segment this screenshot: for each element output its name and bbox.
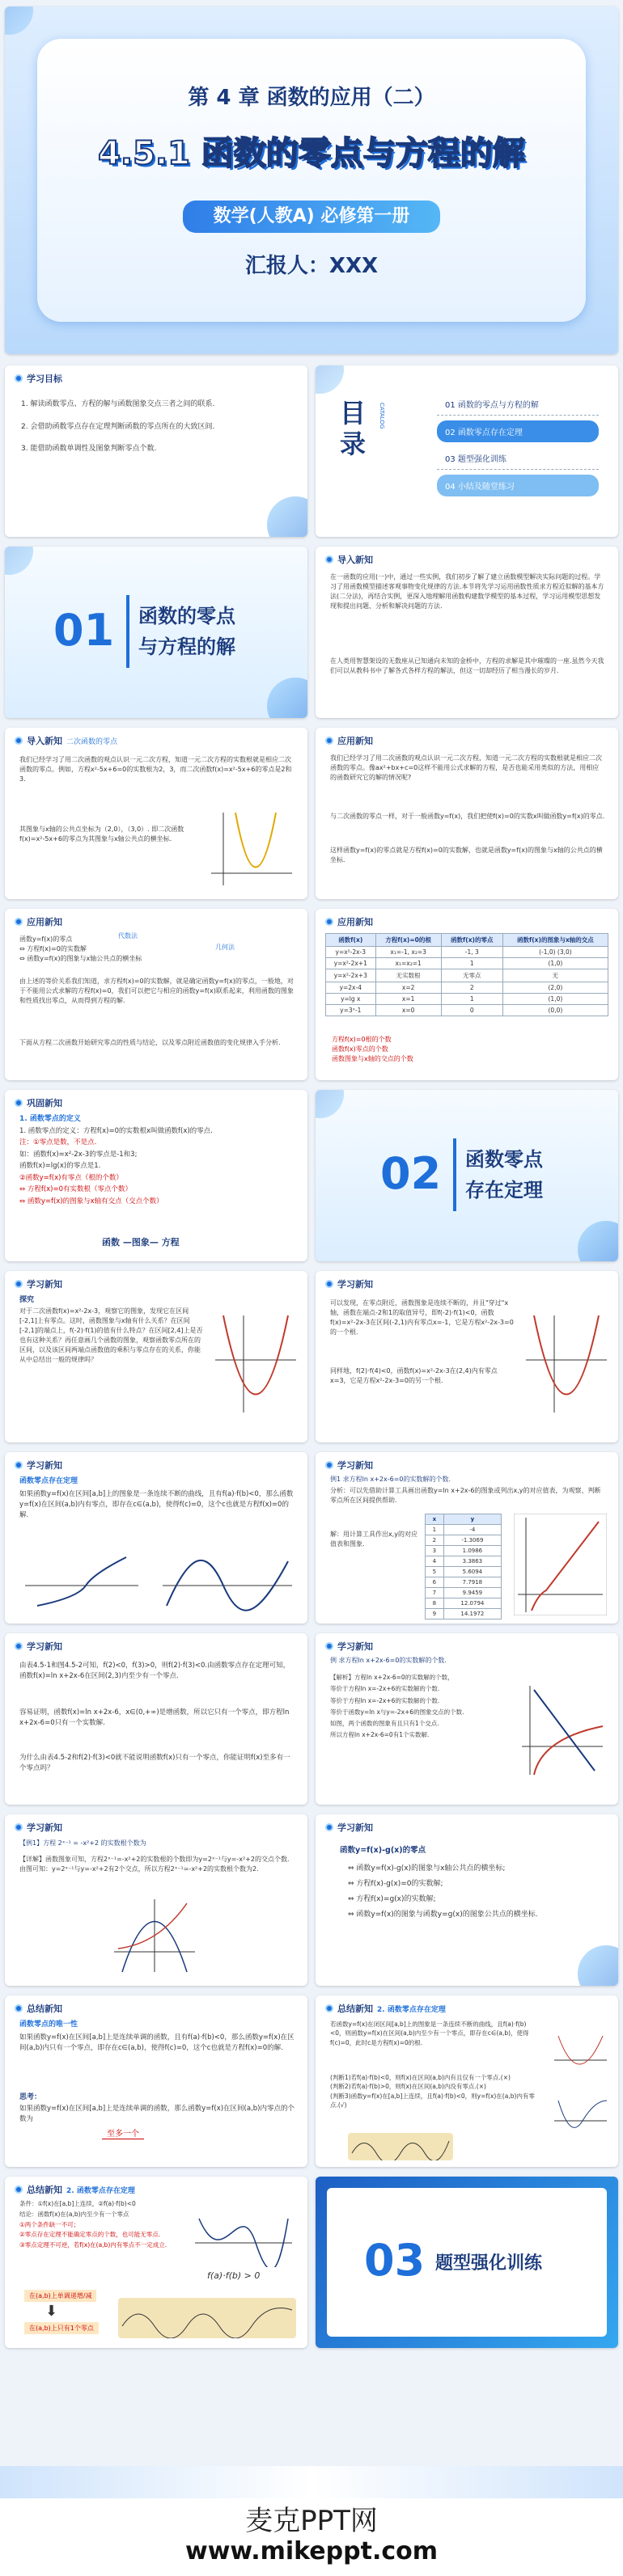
judge-item: (判断3)函数y=f(x)在[a,b]上连续，且f(a)·f(b)<0，则y=f(x)在(a,b)内有零点.(√) [330,2092,535,2109]
down-arrow-icon: ⬇ [45,2303,58,2320]
table-row: 1 -4 [426,1525,502,1535]
box2: 在(a,b)上只有1个零点 [24,2322,99,2334]
bullet-icon [15,374,23,382]
intro-text: 在一函数的应用(一)中，通过一些实例，我们初步了解了建立函数模型解决实际问题的过程。学习了用函数模型描述客观事物变化规律的方法.本节将先学习运用函数性质求方程近似解的基本方法(二分法)，再结合实例，更深入地理解用函数构建数学模型的基本过程，学习运用模型思想发现和提出问题、分析和解决问题的方法. [330,573,604,610]
equiv-item: ⇔ 函数y=f(x)的图象与函数y=g(x)的图象公共点的横坐标. [348,1910,538,1919]
slide-example-exp [5,1814,307,1986]
parabola-curve [235,813,276,868]
slide-section-02 [316,1090,618,1261]
sub-title: 函数y=f(x)-g(x)的零点 [340,1846,426,1855]
equiv-item: ⇔ 函数y=f(x)-g(x)的图象与x轴公共点的横坐标; [348,1864,506,1873]
slide-explore [5,1271,307,1442]
slide-section-01 [5,547,307,718]
example-question: 例1 求方程ln x+2x-6=0的实数解的个数. [330,1476,451,1483]
bullet-icon [15,1461,23,1469]
goals-list [21,399,288,455]
table-row: 4 3.3863 [426,1556,502,1567]
exp-curve [118,1903,187,1949]
header: 应用新知 [325,734,373,747]
graph-strip [118,2298,296,2338]
slide-theorem-summary [316,1995,618,2167]
bullet-icon [325,555,333,564]
text: 我们已经学习了用二次函数的观点认识一元二次方程，知道一元二次方程的实数根就是相应二次函数的零点。像ax²+bx+c=0这样不能用公式求解的方程，是否也能采用类似的方法，用相应的函数研究它的解的情况呢? [330,754,602,781]
exp-graph [110,1895,199,1976]
header: 导入新知 二次函数的零点 [15,734,117,747]
bullet-icon [325,1642,333,1650]
curve [37,1557,126,1606]
text3: 这样函数y=f(x)的零点就是方程f(x)=0的实数解，也就是函数y=f(x)的图象与x轴的公共点的横坐标. [330,847,603,864]
section-title: 题型强化训练 [435,2253,543,2274]
header: 导入新知 [325,553,373,566]
note-line: ①两个条件缺一不可； [19,2220,80,2228]
bullet-icon [15,1280,23,1288]
slide-example1 [316,1452,618,1624]
line: 等价于方程ln x=-2x+6的实数解的个数. [330,1696,440,1704]
lesson-title: 4.5.1 函数的零点与方程的解 [98,135,525,172]
section-number: 03 [364,2235,426,2286]
note-line: ②零点存在定理不能确定零点的个数，也可能无零点. [19,2231,161,2239]
section-title-line2: 存在定理 [465,1179,543,1201]
text2: 与二次函数的零点一样，对于一般函数y=f(x)，我们把使f(x)=0的实数x叫做函数y=f(x)的零点. [330,813,605,820]
table-row: 9 14.1972 [426,1609,502,1620]
formula: f(a)·f(b) > 0 [207,2270,261,2281]
chapter-title: 第 4 章 函数的应用（二） [188,86,435,110]
text: 对于二次函数f(x)=x²-2x-3，观察它的图象，发现它在区间[-2,1]上有零点。这时，函数图象与x轴有什么关系？在区间[-2,1]的端点上，f(-2)·f(1)的值有什么特点？在区间[2,4]上是否也有这种关系？再任意画几个函数的图象，观察函数零点所在的区间，以及该区间两端点函数值的乘积与零点存在的关系，你能从中总结出一般的规律吗？ [19,1307,203,1363]
footer-band [0,2466,623,2498]
header: 应用新知 [325,915,373,928]
slide-uniqueness [5,1995,307,2167]
parabola-graph [522,1311,611,1417]
sub-title: 2. 函数零点存在定理 [66,2186,135,2195]
header: 学习新知 [15,1459,62,1472]
toc-title: 目录 [340,398,367,460]
slide-equivalence [5,909,307,1080]
table-row: 6 7.7918 [426,1577,502,1588]
box1: 在(a,b)上单调递增/减 [24,2290,96,2302]
text2: 下面从方程二次函数开始研究零点的性质与结论，以及零点附近函数值的变化规律入手分析. [19,1039,281,1046]
slide-observe [316,1271,618,1442]
site-url[interactable]: www.mikeppt.com [185,2537,438,2565]
header: 总结新知 [15,2002,62,2015]
bullet-icon [15,737,23,745]
header: 应用新知 [15,915,62,928]
bullet-icon [325,1823,333,1831]
equiv-lines [19,935,206,964]
judge-item: (判断2)若f(a)·f(b)>0，则f(x)在区间(a,b)内没有零点.(×) [330,2083,486,2091]
bullet-icon [15,918,23,926]
equiv-item: ⇔ 方程f(x)=g(x)的实数解; [348,1894,436,1903]
equiv-line: 函数y=f(x)的零点 [19,935,73,943]
bullet-icon [325,918,333,926]
section-number: 02 [380,1148,442,1199]
chain: 函数 —图象— 方程 [102,1237,180,1248]
table-row: 7 9.9459 [426,1588,502,1598]
curve-graph [191,2202,296,2267]
theorem-graph-1 [21,1549,142,1614]
equiv-list [348,1861,550,1923]
toc-list [437,393,599,496]
table-row: 2 -1.3069 [426,1535,502,1546]
value-graph [514,1514,607,1615]
book-badge: 数学(人教A) 必修第一册 [183,201,440,233]
text2: 同样地，f(2)·f(4)<0，函数f(x)=x²-2x-3在(2,4)内有零点x=3，它是方程x²-2x-3=0的另一个根. [330,1367,498,1384]
graph-strip [348,2133,453,2160]
wave-graph [348,2133,453,2160]
bullet-icon [15,1823,23,1831]
header: 学习新知 [325,1640,373,1653]
text: 可以发现，在零点附近，函数图象是连续不断的，并且"穿过"x轴，函数在端点-2和1的取值异号，即f(-2)·f(1)<0，函数f(x)=x²-2x-3在区间(-2,1)内有零点x=-1，它是方程x²-2x-3=0的一个根. [330,1299,514,1336]
bullet-icon [325,737,333,745]
zero-table: 函数f(x) 方程f(x)=0的根 函数f(x)的零点 函数f(x)的图象与x轴的交点 y=x²-2x-3 x₁=-1, x₂=3 -1, 3 (-1,0) (3,0) y=x²-2x+1 x₁=x₂=1 1 (1,0) y=x²-2x+3 无实数根 无零点 无 y=2x-4 x=2 2 (2,0) y=lg x x=1 1 (1,0) y=3ˣ-1 x=0 0 (0,0) [325,933,608,1016]
slide-toc [316,365,618,537]
line: ②函数y=f(x)有零点（根的个数） [19,1173,123,1182]
text: 我们已经学习了用二次函数的观点认识一元二次方程，知道一元二次方程的实数根就是相应二次函数的零点。例如，方程x²-5x+6=0的实数根为2，3，而二次函数f(x)=x²-5x+6的零点是2和3. [19,756,292,783]
table-row: y=2x-4 x=2 2 (2,0) [326,982,608,994]
sub-title: 2. 函数零点存在定理 [377,2005,446,2014]
note: 函数图象与x轴的交点的个数 [332,1055,413,1062]
solution: 【详解】函数图象可知，方程2ˣ⁻¹=-x²+2的实数根的个数即为y=2ˣ⁻¹与y=-x²+2的交点个数.由图可知：y=2ˣ⁻¹与y=-x²+2有2个交点，所以方程2ˣ⁻¹=-x²+2的实数根个数为2. [19,1856,290,1873]
header: 学习新知 [325,1459,373,1472]
header: 总结新知 2. 函数零点存在定理 [15,2183,135,2196]
line: 等价于函数y=ln x与y=-2x+6的图象交点的个数. [330,1708,464,1716]
bullet-icon [325,1280,333,1288]
line: 1. 函数零点的定义：方程f(x)=0的实数根x叫做函数f(x)的零点. [19,1127,213,1135]
line: ⇔ 函数y=f(x)的图象与x轴有交点（交点个数） [19,1197,163,1206]
text: 若函数y=f(x)在闭区间[a,b]上的图象是一条连续不断的曲线，且f(a)·f(b)<0，则函数y=f(x)在区间(a,b)内至少有一个零点，即存在c∈(a,b)，使得f(c)=0，此时c是方程f(x)=0的根. [330,2021,529,2046]
header: 学习新知 [15,1277,62,1290]
bullet-icon [15,2004,23,2012]
header: 学习新知 [325,1277,373,1290]
bullet-icon [15,2185,23,2194]
cover-slide [5,6,618,354]
sub-title: 函数零点的唯一性 [19,2021,78,2029]
parabola-graph [207,809,296,889]
header: 巩固新知 [15,1096,62,1109]
header: 学习新知 [15,1640,62,1653]
toc-item[interactable]: 03 题型强化训练 [437,447,599,470]
toc-item[interactable]: 01 函数的零点与方程的解 [437,393,599,416]
table-row: 5 5.6094 [426,1567,502,1577]
intersection-graph [518,1682,607,1779]
goal-item: 1. 解读函数零点、方程的解与函数图象交点三者之间的联系. [21,400,215,408]
table-row: 3 1.0986 [426,1546,502,1556]
note-line: 条件：①f(x)在[a,b]上连续，②f(a)·f(b)<0 [19,2200,136,2207]
brand: 麦克PPT网 [245,2505,378,2537]
slide-reasoning [5,1633,307,1805]
toc-item[interactable]: 04 小结及随堂练习 [437,475,599,496]
header: 学习新知 [15,1821,62,1834]
slide-example-ln [316,1633,618,1805]
note: 方程f(x)=0根的个数 [332,1036,392,1043]
line: 函数f(x)=lg(x)的零点是1. [19,1162,101,1171]
section-title-line2: 与方程的解 [138,636,235,658]
footer [0,2466,623,2576]
section-number: 01 [53,605,115,656]
sub-title: 1. 函数零点的定义 [19,1115,81,1123]
text: 如果函数y=f(x)在区间[a,b]上的图象是一条连续不断的曲线，且有f(a)·f(b)<0，那么函数y=f(x)在区间(a,b)内有零点，即存在c∈(a,b)，使得f(c)=0，这个c也就是方程f(x)=0的解. [19,1490,294,1519]
solution-lines [330,1672,508,1742]
notes [19,2199,181,2251]
divider [126,595,129,668]
table-notes [332,1035,607,1064]
table-row: y=3ˣ-1 x=0 0 (0,0) [326,1005,608,1016]
slide-zero-table [316,909,618,1080]
slide-zero-definition [316,728,618,899]
goal-item: 3. 能借助函数单调性及图象判断零点个数. [21,445,157,453]
think-label: 思考： [19,2093,42,2101]
table-row: y=lg x x=1 1 (1,0) [326,994,608,1005]
solution: 解：用计算工具作出x,y的对应值表和图象. [330,1531,418,1548]
goal-item: 2. 会借助函数零点存在定理判断函数的零点所在的大致区间. [21,422,215,431]
table-row: y=x²-2x+1 x₁=x₂=1 1 (1,0) [326,958,608,969]
judge-item: (判断1)若f(a)·f(b)<0，则f(x)在区间(a,b)内有且仅有一个零点.(×) [330,2074,511,2081]
toc-item[interactable]: 02 函数零点存在定理 [437,420,599,442]
table-row: y=x²-2x-3 x₁=-1, x₂=3 -1, 3 (-1,0) (3,0) [326,947,608,958]
side-graphs [550,2028,611,2149]
header: 学习新知 [325,1821,373,1834]
line: 等价于方程ln x=-2x+6的实数解的个数. [330,1685,440,1693]
text2: 其图象与x轴的公共点坐标为（2,0），（3,0）. 即二次函数f(x)=x²-5x+6的零点为其图象与x轴公共点的横坐标. [19,826,184,842]
slide-existence-theorem [5,1452,307,1624]
tag: 二次函数的零点 [66,737,118,746]
line: 如：函数f(x)=x²-2x-3的零点是-1和3; [19,1150,138,1159]
bullet-icon [15,1642,23,1650]
table-row: 8 12.0794 [426,1598,502,1609]
note-line: ③零点定理不可逆，若f(x)在(a,b)内有零点不一定成立. [19,2241,167,2249]
intro-text2: 在人类用智慧架设的无数座从已知通向未知的金桥中，方程的求解是其中璀璨的一座.虽然今天我们可以从教科书中了解各式各样方程的解法，但这一切却经历了相当漫长的岁月. [330,657,604,674]
table-row: y=x²-2x+3 无实数根 无零点 无 [326,969,608,982]
bullet-icon [325,2004,333,2012]
definition-lines [19,1125,295,1207]
text: 由表4.5-1和图4.5-2可知，f(2)<0，f(3)>0，则f(2)·f(3)<0.由函数零点存在定理可知，函数f(x)=ln x+2x-6在区间(2,3)内至少有一个零点. [19,1662,290,1680]
line: 如图，两个函数的图象有且只有1个交点. [330,1720,439,1727]
parabola-graph [211,1311,300,1417]
slide-theorem-notes [5,2177,307,2348]
text: 由上述的等价关系我们知道，求方程f(x)=0的实数解，就是确定函数y=f(x)的零点，一般地，对于不能用公式求解的方程f(x)=0，我们可以把它与相应的函数y=f(x)联系起来，利用函数的图象和性质找出零点，从而得到方程的解. [19,978,294,1004]
toc-en: CATALOG [379,403,385,429]
sub-title: 函数零点存在定理 [19,1477,78,1485]
note: 函数f(x)零点的个数 [332,1045,388,1053]
slide-goals [5,365,307,537]
text: 如果函数y=f(x)在区间[a,b]上是连续单调的函数，且有f(a)·f(b)<0，那么函数y=f(x)在区间(a,b)内只有一个零点，即存在c∈(a,b)，使得f(c)=0，这个c也就是方程f(x)=0的解. [19,2033,295,2052]
section-title-line1: 函数零点 [465,1148,543,1171]
tag-geometry: 几何法 [215,944,235,951]
divider [453,1138,456,1211]
slide-definition [5,1090,307,1261]
line: 所以方程ln x+2x-6=0有1个实数解. [330,1731,430,1739]
header: 总结新知 2. 函数零点存在定理 [325,2002,446,2015]
equiv-line: ⇔ 函数y=f(x)的图象与x轴公共点的横坐标 [19,955,142,962]
analysis: 分析：可以先借助计算工具画出函数y=ln x+2x-6的图象或列出x,y的对应值表，为观察、判断零点所在区间提供帮助. [330,1487,601,1504]
header: 学习目标 [15,372,62,385]
reporter: 汇报人：XXX [244,254,379,278]
sub-title: 探究 [19,1296,35,1304]
slide-intro [316,547,618,718]
judge-list [330,2073,540,2109]
line: 注：①零点是数，不是点. [19,1138,97,1147]
value-table: x y 1 -4 2 -1.3069 3 1.0986 4 3.3863 5 5.6094 6 7.7918 7 9.9459 8 12.0794 9 14.1972 [425,1514,502,1620]
equiv-line: ⇔ 方程f(x)=0的实数解 [19,945,87,952]
answer: 至多一个 [102,2126,144,2139]
parabola-curve [534,1315,599,1395]
section-title-line1: 函数的零点 [138,605,235,627]
slide-section-03 [316,2177,618,2348]
think-text: 如果函数y=f(x)在区间[a,b]上是连续单调的函数，那么函数y=f(x)在区间(a,b)内零点的个数为 [19,2105,295,2123]
text2: 容易证明，函数f(x)=ln x+2x-6，x∈(0,+∞)是增函数，所以它只有一个零点，即方程ln x+2x-6=0只有一个实数解. [19,1708,290,1727]
equiv-item: ⇔ 方程f(x)-g(x)=0的实数解; [348,1879,443,1888]
slide-fg-zero [316,1814,618,1986]
bullet-icon [325,1461,333,1469]
line: 【解析】方程ln x+2x-6=0的实数解的个数， [330,1674,454,1681]
line: ⇔ 方程f(x)=0有实数根（零点个数） [19,1185,133,1194]
tag-algebra: 代数法 [118,932,138,940]
slide-quadratic-zero [5,728,307,899]
example-question: 【例1】方程 2ˣ⁻¹ = -x²+2 的实数根个数为 [19,1839,146,1847]
example-question: 例 求方程ln x+2x-6=0的实数解的个数. [330,1657,447,1664]
text3: 为什么由表4.5-2和f(2)·f(3)<0就不能说明函数f(x)只有一个零点，你能证明f(x)至多有一个零点吗？ [19,1754,290,1772]
bullet-icon [15,1099,23,1107]
note-line: 结论：函数f(x)在(a,b)内至少有一个零点 [19,2210,129,2218]
theorem-graph-2 [159,1549,296,1614]
parabola-curve [223,1315,288,1395]
